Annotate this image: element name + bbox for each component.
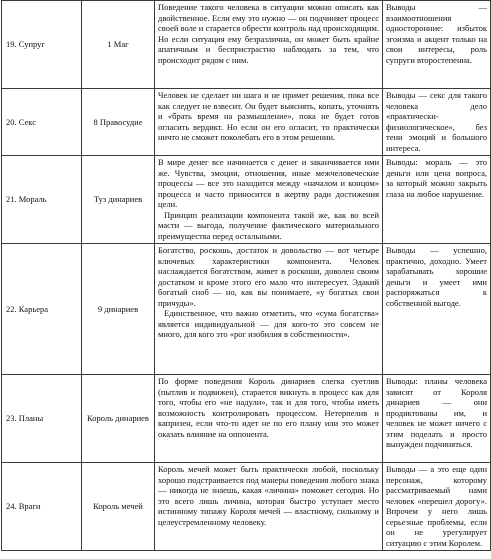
row-title: 24. Враги xyxy=(2,463,82,551)
table-row xyxy=(2,1,491,89)
description-cell xyxy=(155,244,383,375)
description-cell xyxy=(155,89,383,156)
conclusion-text: Выводы — взаимоотношения односторонние: избыток эгоизма и акцент только на свои интересы, роль супруги второстепенна. xyxy=(386,2,487,65)
row-title: 23. Планы xyxy=(2,375,82,463)
table-row xyxy=(2,375,491,463)
description-paragraph: Король мечей может быть практически любой, поскольку хорошо подстраивается под манеры поведения любого знака — никогда не знаешь, какая «личина» поможет сегодня. Но это всего лишь личина, которая быстро уступает место истинному типажу Короля мечей — властному, сильному и целеустремленному человеку. xyxy=(158,464,379,527)
description-paragraph: Единственное, что важно отметить, что «сума богатства» является индивидуальной — для кого-то это совсем не много, для кого это «рог изобилия в собственности». xyxy=(158,308,379,340)
conclusion-cell xyxy=(383,244,491,375)
card-table xyxy=(1,0,491,551)
description-paragraph: В мире денег все начинается с денег и заканчивается ими же. Чувства, эмоции, отношения, иные межчеловеческие процессы — все это находится между «началом и концом» процесса и часто приносится в жертву ради достижения цели. xyxy=(158,157,379,210)
description-paragraph: Человек не сделает ни шага и не примет решения, пока все как следует не взвесит. Он будет выяснять, копать, уточнять и «брать время на размышление», пока не будет готов огласить вердикт. Но если он его огласит, то практически ничто не сможет поколебать его в этом решении. xyxy=(158,90,379,143)
tarot-card: 8 Правосудие xyxy=(82,89,155,156)
table-row xyxy=(2,463,491,551)
table-row xyxy=(2,89,491,156)
table-row xyxy=(2,244,491,375)
description-cell xyxy=(155,1,383,89)
description-paragraph: Богатство, роскошь, достаток и довольство — вот четыре ключевых характеристики компонента. Человек наслаждается богатством, живет в роскоши, доволен своим достатком и кроме этого его мало что интересует. Эдакий богатый сноб — но, как вы понимаете, «у богатых свои причуды». xyxy=(158,245,379,308)
description-cell xyxy=(155,375,383,463)
conclusion-text: Выводы: мораль — это деньги или цена вопроса, за который можно закрыть глаза на любое нарушение. xyxy=(386,157,487,199)
conclusion-cell xyxy=(383,89,491,156)
description-paragraph: Принцип реализации компонента такой же, как во всей масти — выгода, получение фактического материального преимущества перед остальными. xyxy=(158,209,379,241)
description-paragraph: Поведение такого человека в ситуации можно описать как двойственное. Если ему это нужно — он подчиняет процесс своей воле и старается обрести контроль над происходящим. Но если ситуация ему безразлична, он может быть крайне апатичным и беспристрастно наблюдать за тем, что происходит рядом с ним. xyxy=(158,2,379,65)
tarot-card: Король динариев xyxy=(82,375,155,463)
description-cell xyxy=(155,156,383,244)
tarot-card: Король мечей xyxy=(82,463,155,551)
conclusion-text: Выводы — успешно, практично, доходно. Умеет зарабатывать хорошие деньги и умеет ими распоряжаться к собственной выгоде. xyxy=(386,245,487,308)
conclusion-cell xyxy=(383,375,491,463)
conclusion-cell xyxy=(383,156,491,244)
row-title: 19. Супруг xyxy=(2,1,82,89)
tarot-card: 9 динариев xyxy=(82,244,155,375)
row-title: 22. Карьера xyxy=(2,244,82,375)
tarot-card: 1 Маг xyxy=(82,1,155,89)
conclusion-cell xyxy=(383,1,491,89)
conclusion-cell xyxy=(383,463,491,551)
row-title: 21. Мораль xyxy=(2,156,82,244)
conclusion-text: Выводы — секс для такого человека дело «практически-физиологическое», без тени эмоций и большого интереса. xyxy=(386,90,487,153)
description-paragraph: По форме поведения Король динариев слегка суетлив (пытлив и подвижен), старается викнуть в процесс как для того, чтобы его «не надули», так и для того, чтобы иметь возможность контролировать процессом. Нетерпелив и капризен, если что-то идет не по его плану или это может оказать влияние на оппонента. xyxy=(158,376,379,439)
conclusion-text: Выводы: планы человека зависят от Короля динариев — они продиктованы им, и человек не может ничего с этим поделать и просто вынужден подчиняться. xyxy=(386,376,487,450)
row-title: 20. Секс xyxy=(2,89,82,156)
conclusion-text: Выводы — а это еще один персонаж, которому рассматриваемый нами человек «перешел дорогу». Впрочем у него лишь серьезные проблемы, если он не урегулирует ситуацию с этим Королем. xyxy=(386,464,487,548)
table-row xyxy=(2,156,491,244)
description-cell xyxy=(155,463,383,551)
tarot-card: Туз динариев xyxy=(82,156,155,244)
